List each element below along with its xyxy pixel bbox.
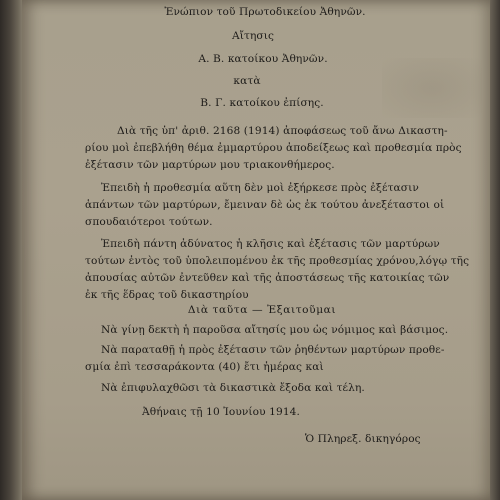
request-2-line-2: σμία ἐπὶ τεσσαράκοντα (40) ἔτι ἡμέρας καὶ	[85, 361, 324, 373]
request-1: Νὰ γίνῃ δεκτὴ ἡ παροῦσα αἴτησίς μου ὡς νόμιμος καὶ βάσιμος.	[101, 324, 449, 336]
paragraph-3-line-1: Ἐπειδὴ πάντη ἀδύνατος ἡ κλῆσις καὶ ἐξέτασις τῶν μαρτύρων	[101, 238, 440, 250]
paragraph-3-line-3: ἀπουσίας αὐτῶν ἐντεῦθεν καὶ τῆς ἀποστάσεως τῆς κατοικίας τῶν	[85, 272, 450, 284]
petitioner-line: Α. Β. κατοίκου Ἀθηνῶν.	[198, 53, 328, 65]
paragraph-1-line-2: ρίου μοὶ ἐπεβλήθη θέμα ἐμμαρτύρου ἀποδείξεως καὶ προθεσμία πρὸς	[85, 142, 462, 154]
against-word: κατὰ	[233, 75, 261, 87]
document-type: Αἴτησις	[231, 30, 275, 42]
paragraph-3-line-2: τούτων ἐντὸς τοῦ ὑπολειπομένου ἐκ τῆς προθεσμίας χρόνου,λόγῳ τῆς	[85, 255, 470, 267]
paragraph-2-line-1: Ἐπειδὴ ἡ προθεσμία αὕτη δὲν μοὶ ἐξήρκεσε πρὸς ἐξέτασιν	[101, 182, 419, 194]
show-through-stain	[382, 58, 482, 118]
paragraph-1-line-1: Διὰ τῆς ὑπ' ἀριθ. 2168 (1914) ἀποφάσεως τοῦ ἄνω Δικαστη-	[117, 125, 448, 137]
paragraph-2-line-2: ἁπάντων τῶν μαρτύρων, ἔμειναν δὲ ὡς ἐκ τούτου ἀνεξέταστοι οἱ	[85, 199, 445, 211]
paragraph-1-line-3: ἐξέτασιν τῶν μαρτύρων μου τριακονθήμερος.	[85, 159, 335, 171]
signature-line: Ὁ Πληρεξ. δικηγόρος	[305, 433, 421, 445]
paragraph-2-line-3: σπουδαιότεροι τούτων.	[85, 216, 213, 228]
respondent-line: Β. Γ. κατοίκου ἐπίσης.	[200, 97, 324, 109]
therefore-heading: Διὰ ταῦτα — Ἐξαιτοῦμαι	[187, 304, 337, 316]
request-2-line-1: Νὰ παραταθῇ ἡ πρὸς ἐξέτασιν τῶν ῥηθέντων μαρτύρων προθε-	[101, 344, 445, 356]
request-3: Νὰ ἐπιφυλαχθῶσι τὰ δικαστικὰ ἔξοδα καὶ τέλη.	[101, 382, 365, 394]
court-header: Ἐνώπιον τοῦ Πρωτοδικείου Ἀθηνῶν.	[164, 6, 366, 18]
date-line: Ἀθήναις τῇ 10 Ἰουνίου 1914.	[142, 406, 300, 418]
paragraph-3-line-4: ἐκ τῆς ἕδρας τοῦ δικαστηρίου	[85, 289, 249, 301]
